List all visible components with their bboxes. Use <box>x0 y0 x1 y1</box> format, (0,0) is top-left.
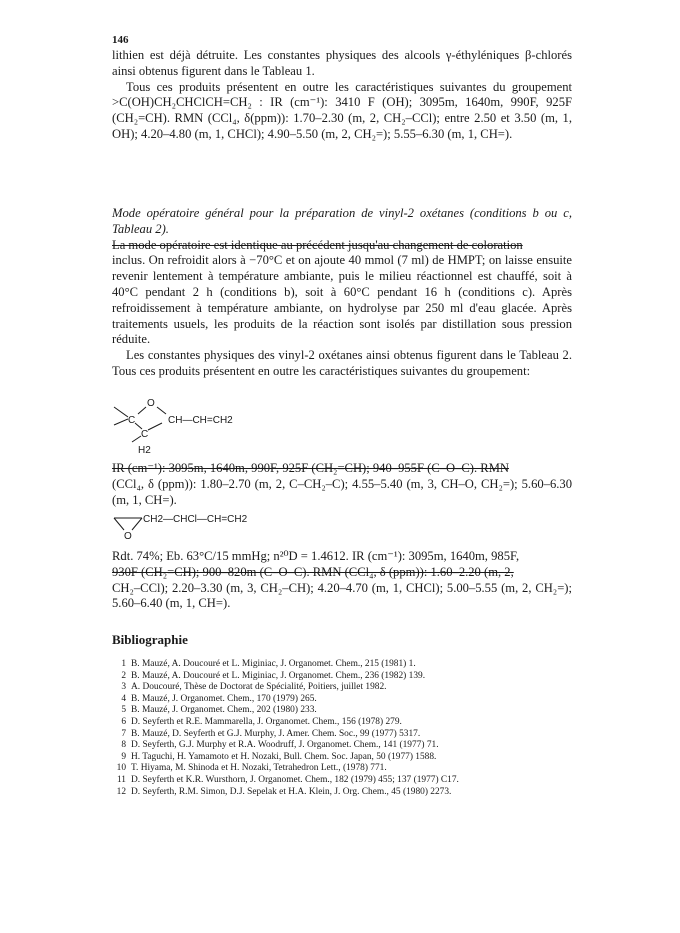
reference-number: 1 <box>121 659 126 669</box>
page-number: 146 <box>112 34 129 46</box>
epoxide-nmr: CH₂–CCl); 2.20–3.30 (m, 3, CH₂–CH); 4.20–4.70 (m, 1, CHCl); 5.00–5.55 (m, 2, CH₂=); 5.60–6.40 (m, 1, CH=). <box>112 580 572 611</box>
reference-number: 5 <box>121 705 126 716</box>
reference-number: 7 <box>121 728 126 739</box>
reference-text: D. Seyferth, R.M. Simon, D.J. Sepelak et H.A. Klein, J. Org. Chem., 45 (1980) 2273. <box>131 786 452 797</box>
paragraph-alcohol-characteristics: Tous ces produits présentent en outre les caractéristiques suivantes du groupement >C(OH)CH₂CHClCH=CH₂ : IR (cm⁻¹): 3410 F (OH); 3095m, 1640m, 990F, 925F (CH₂=CH). RMN (CCl₄, δ(ppm)): 1.70–2.30 (m, 2, CH₂–CCl); entre 2.50 et 3.50 (m, 1, OH); 4.20–4.80 (m, 1, CHCl); 4.90–5.50 (m, 2, CH₂=); 5.55–6.30 (m, 1, CH=). <box>112 79 572 141</box>
intro-section <box>112 48 572 143</box>
bibliography-title: Bibliographie <box>112 632 188 647</box>
oxetane-h2-label: H2 <box>138 445 151 456</box>
oxetane-oxygen-label: O <box>147 398 155 409</box>
reference-number: 3 <box>121 682 126 693</box>
epoxide-oxygen-label: O <box>124 531 132 542</box>
reference-text: D. Seyferth et K.R. Wursthorn, J. Organomet. Chem., 182 (1979) 455; 137 (1977) C17. <box>131 774 459 785</box>
reference-item <box>112 763 572 775</box>
reference-number: 6 <box>121 716 126 727</box>
reference-item <box>112 682 572 694</box>
reference-text: A. Doucouré, Thèse de Doctorat de Spécialité, Poitiers, juillet 1982. <box>131 682 387 693</box>
procedure-section <box>112 206 572 380</box>
oxetane-structure <box>110 396 310 458</box>
reference-item <box>112 729 572 741</box>
procedure-struck-line: La mode opératoire est identique au précédent jusqu'au changement de coloration <box>112 237 523 252</box>
oxetane-chain-label: CH—CH=CH2 <box>168 415 233 426</box>
reference-item <box>112 775 572 787</box>
reference-text: D. Seyferth, G.J. Murphy et R.A. Woodruff, J. Organomet. Chem., 141 (1977) 71. <box>131 740 439 751</box>
epoxide-yield: Rdt. 74%; Eb. 63°C/15 mmHg; n²⁰D = 1.4612. IR (cm⁻¹): 3095m, 1640m, 985F, <box>112 549 520 563</box>
paragraph-oxetane-constants: Les constantes physiques des vinyl-2 oxétanes ainsi obtenus figurent dans le Tableau 2. Tous ces produits présentent en outre les caractéristiques suivantes du groupement: <box>112 348 572 378</box>
oxetane-nmr: (CCl₄, δ (ppm)): 1.80–2.70 (m, 2, C–CH₂–C); 4.55–5.40 (m, 3, CH–O, CH₂=); 5.60–6.30 (m, 1, CH=). <box>112 476 572 507</box>
reference-text: B. Mauzé, A. Doucouré et L. Miginiac, J. Organomet. Chem., 236 (1982) 139. <box>131 670 426 681</box>
reference-number: 4 <box>121 693 126 704</box>
reference-text: D. Seyferth et R.E. Mammarella, J. Organomet. Chem., 156 (1978) 279. <box>131 716 402 727</box>
reference-item <box>112 659 572 671</box>
reference-number: 10 <box>116 763 126 774</box>
reference-text: B. Mauzé, D. Seyferth et G.J. Murphy, J. Amer. Chem. Soc., 99 (1977) 5317. <box>131 728 421 739</box>
reference-item <box>112 740 572 752</box>
reference-item <box>112 787 572 799</box>
reference-item <box>112 717 572 729</box>
oxetane-carbon-label: C <box>128 415 136 426</box>
epoxide-structure <box>110 512 330 542</box>
epoxide-ir-struck: 930F (CH₂=CH); 900–820m (C–O–C). RMN (CCl₄, δ (ppm)): 1.60–2.20 (m, 2, <box>112 564 514 579</box>
procedure-title: Mode opératoire général pour la préparation de vinyl-2 oxétanes (conditions b ou c, Tableau 2). <box>112 206 572 236</box>
oxetane-ring-carbon-label: C <box>141 429 149 440</box>
reference-list <box>112 659 572 798</box>
reference-number: 12 <box>116 786 126 797</box>
oxetane-ir-struck: IR (cm⁻¹): 3095m, 1640m, 990F, 925F (CH₂=CH); 940–955F (C–O–C). RMN <box>112 461 509 475</box>
reference-text: B. Mauzé, J. Organomet. Chem., 170 (1979) 265. <box>131 693 317 704</box>
reference-text: B. Mauzé, J. Organomet. Chem., 202 (1980) 233. <box>131 705 317 716</box>
reference-item <box>112 705 572 717</box>
reference-item <box>112 694 572 706</box>
oxetane-spectra <box>112 461 572 508</box>
reference-text: B. Mauzé, A. Doucouré et L. Miginiac, J. Organomet. Chem., 215 (1981) 1. <box>131 659 416 669</box>
procedure-body: inclus. On refroidit alors à −70°C et on ajoute 40 mmol (7 ml) de HMPT; on laisse ensuite revenir lentement à température ambiante, puis le milieu réactionnel est chauffé, soit à 40°C pendant 2 h (conditions b), soit à 60°C pendant 16 h (conditions c). Après refroidissement à température ambiante, on hydrolyse par 250 ml d'eau glacée. Après traitements usuels, les produits de la réaction sont isolés par distillation sous pression réduite. <box>112 253 572 347</box>
reference-number: 9 <box>121 751 126 762</box>
epoxide-chain-label: CH2—CHCl—CH=CH2 <box>143 514 248 525</box>
reference-number: 2 <box>121 670 126 681</box>
reference-text: T. Hiyama, M. Shinoda et H. Nozaki, Tetrahedron Lett., (1978) 771. <box>131 763 387 774</box>
reference-number: 11 <box>116 774 126 785</box>
epoxide-data <box>112 549 572 612</box>
paragraph-alcohols: lithien est déjà détruite. Les constantes physiques des alcools γ-éthyléniques β-chlorés ainsi obtenus figurent dans le Tableau 1. <box>112 48 572 78</box>
reference-text: H. Taguchi, H. Yamamoto et H. Nozaki, Bull. Chem. Soc. Japan, 50 (1977) 1588. <box>131 751 437 762</box>
reference-number: 8 <box>121 740 126 751</box>
reference-item <box>112 671 572 683</box>
reference-item <box>112 752 572 764</box>
